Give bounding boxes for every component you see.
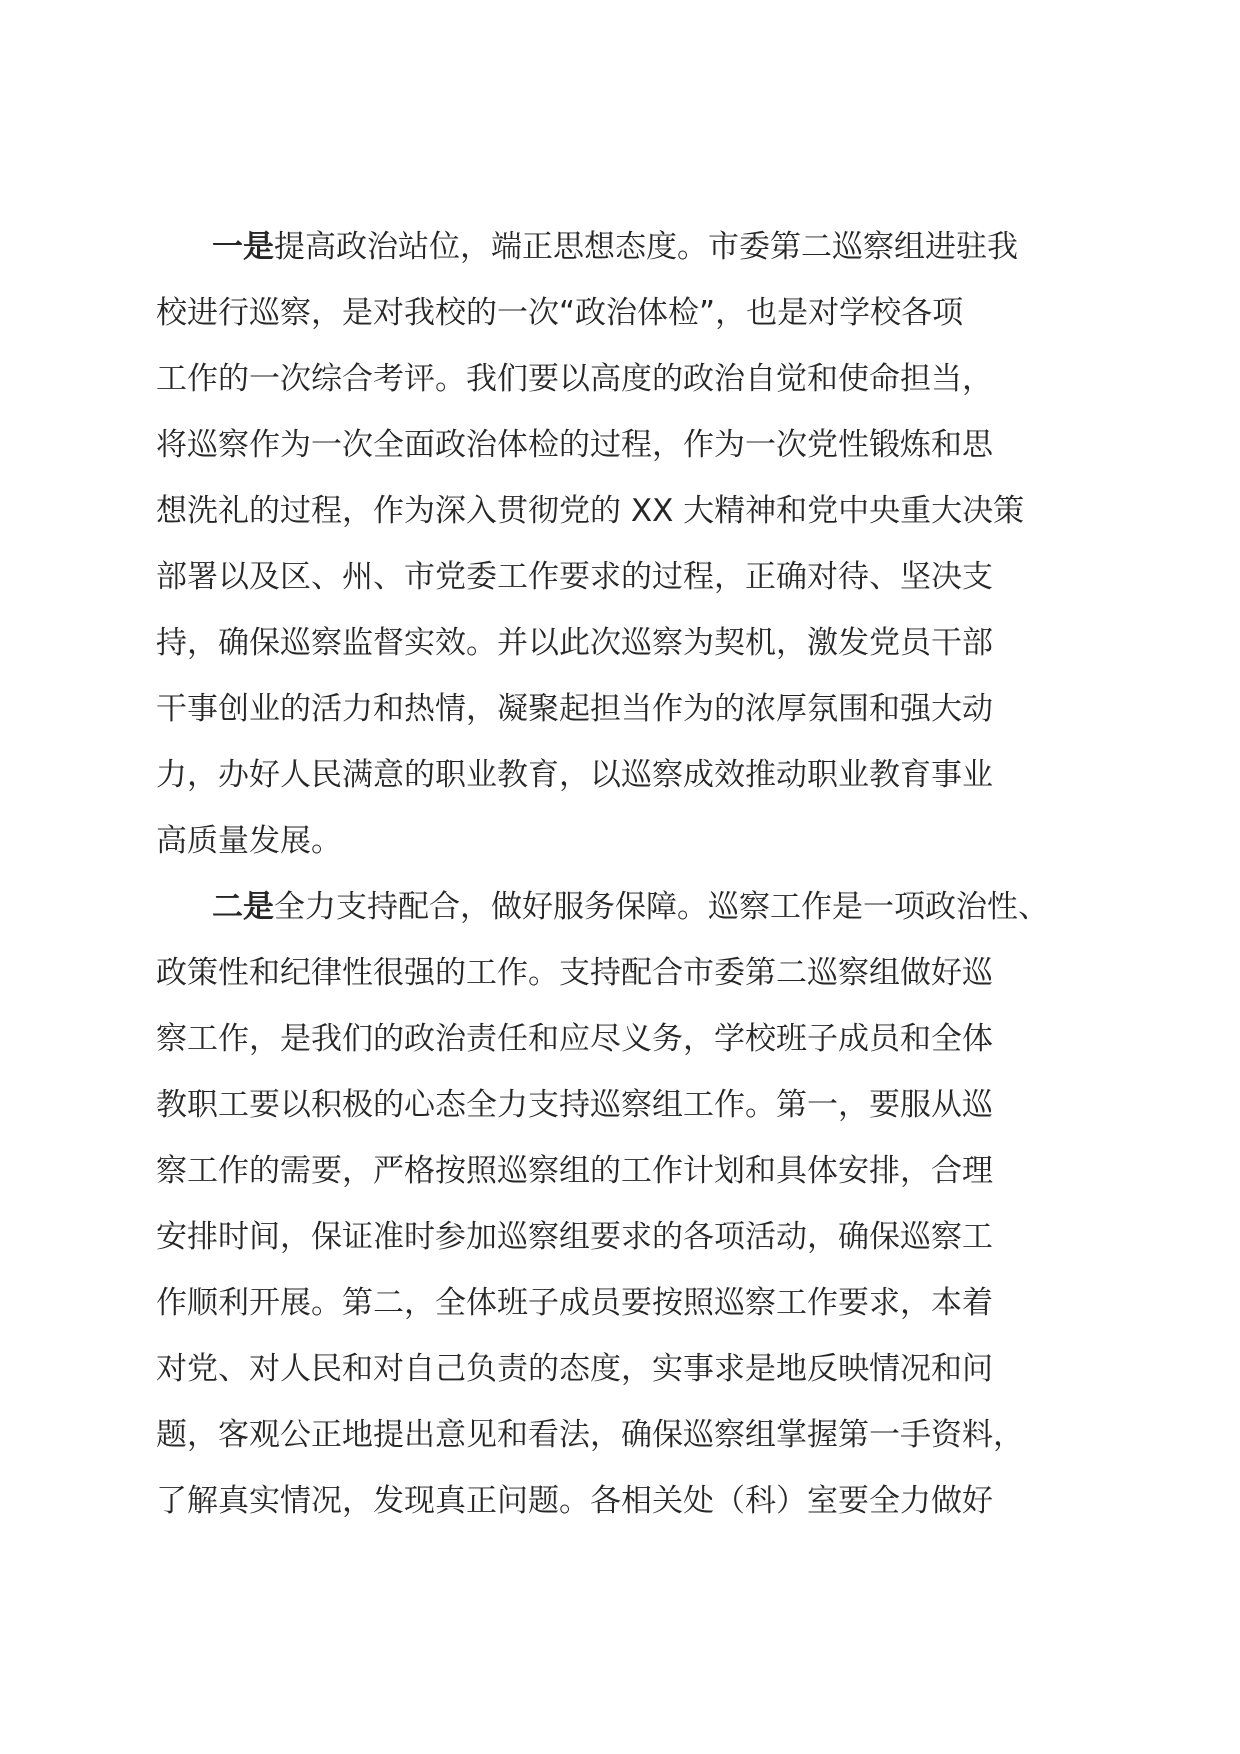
text-line: 干事创业的活力和热情，凝聚起担当作为的浓厚氛围和强大动 bbox=[156, 691, 993, 727]
document-body bbox=[156, 214, 1096, 1534]
text-line: 察工作的需要，严格按照巡察组的工作计划和具体安排，合理 bbox=[156, 1153, 993, 1189]
text-line bbox=[156, 874, 1096, 940]
line-text: 提高政治站位，端正思想态度。市委第二巡察组进驻我 bbox=[274, 229, 1018, 265]
text-line: 高质量发展。 bbox=[156, 823, 342, 859]
text-line: 作顺利开展。第二，全体班子成员要按照巡察工作要求，本着 bbox=[156, 1285, 993, 1321]
text-line: 校进行巡察，是对我校的一次“政治体检”，也是对学校各项 bbox=[156, 295, 964, 331]
text-line: 安排时间，保证准时参加巡察组要求的各项活动，确保巡察工 bbox=[156, 1219, 993, 1255]
text-line: 想洗礼的过程，作为深入贯彻党的 XX 大精神和党中央重大决策 bbox=[156, 493, 1025, 529]
text-line: 力，办好人民满意的职业教育，以巡察成效推动职业教育事业 bbox=[156, 757, 993, 793]
line-text: 全力支持配合，做好服务保障。巡察工作是一项政治性、 bbox=[274, 889, 1049, 925]
text-line: 察工作，是我们的政治责任和应尽义务，学校班子成员和全体 bbox=[156, 1021, 993, 1057]
paragraph-lead: 二是 bbox=[212, 889, 274, 925]
paragraph-2 bbox=[156, 874, 1096, 1534]
text-line: 工作的一次综合考评。我们要以高度的政治自觉和使命担当， bbox=[156, 361, 993, 397]
text-line: 对党、对人民和对自己负责的态度，实事求是地反映情况和问 bbox=[156, 1351, 993, 1387]
text-line: 持，确保巡察监督实效。并以此次巡察为契机，激发党员干部 bbox=[156, 625, 993, 661]
text-line bbox=[156, 214, 1096, 280]
text-line: 教职工要以积极的心态全力支持巡察组工作。第一，要服从巡 bbox=[156, 1087, 993, 1123]
text-line: 将巡察作为一次全面政治体检的过程，作为一次党性锻炼和思 bbox=[156, 427, 993, 463]
text-line: 政策性和纪律性很强的工作。支持配合市委第二巡察组做好巡 bbox=[156, 955, 993, 991]
text-line: 部署以及区、州、市党委工作要求的过程，正确对待、坚决支 bbox=[156, 559, 993, 595]
text-line: 题，客观公正地提出意见和看法，确保巡察组掌握第一手资料， bbox=[156, 1417, 1024, 1453]
paragraph-lead: 一是 bbox=[212, 229, 274, 265]
paragraph-1 bbox=[156, 214, 1096, 874]
text-line: 了解真实情况，发现真正问题。各相关处（科）室要全力做好 bbox=[156, 1483, 993, 1519]
